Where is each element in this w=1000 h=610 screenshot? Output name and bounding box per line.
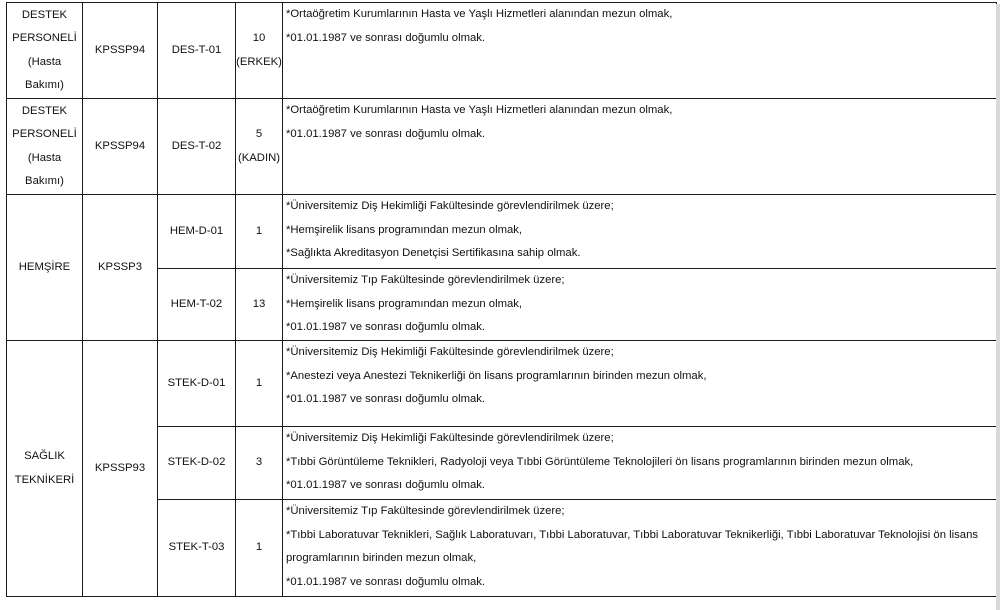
position-code-cell: STEK-D-01 xyxy=(158,341,236,427)
position-count-line: 1 xyxy=(255,224,263,237)
position-count-cell xyxy=(236,195,283,269)
requirement-line: *01.01.1987 ve sonrası doğumlu olmak. xyxy=(286,393,486,405)
requirement-line: *Hemşirelik lisans programından mezun olmak, xyxy=(286,223,523,236)
position-count-line: 13 xyxy=(252,297,266,310)
requirements-cell xyxy=(283,269,997,341)
requirements-cell xyxy=(283,3,997,99)
position-code-cell: STEK-D-02 xyxy=(158,427,236,500)
position-title-line: SAĞLIK xyxy=(24,450,65,462)
kpss-score-type-cell: KPSSP94 xyxy=(83,3,158,99)
requirement-line: *01.01.1987 ve sonrası doğumlu olmak. xyxy=(286,575,486,588)
position-count-cell xyxy=(236,3,283,99)
position-title-line: Bakımı) xyxy=(25,79,64,91)
table-row xyxy=(7,3,997,99)
requirement-line: *Üniversitemiz Diş Hekimliği Fakültesinde görevlendirilmek üzere; xyxy=(286,346,614,358)
requirement-line: *01.01.1987 ve sonrası doğumlu olmak. xyxy=(286,479,486,491)
requirements-cell xyxy=(283,427,997,500)
requirement-line: *Üniversitemiz Tıp Fakültesinde görevlendirilmek üzere; xyxy=(286,505,565,517)
position-count-cell xyxy=(236,269,283,341)
requirements-cell xyxy=(283,99,997,195)
position-code-cell: HEM-D-01 xyxy=(158,195,236,269)
position-title-cell xyxy=(7,99,83,195)
position-count-line: 5 xyxy=(255,128,263,140)
position-count-line: 3 xyxy=(255,456,263,469)
position-title-line: DESTEK xyxy=(21,104,68,117)
position-code-cell: STEK-T-03 xyxy=(158,500,236,597)
position-title-line: DESTEK xyxy=(21,8,68,21)
position-count-line: 1 xyxy=(255,541,263,554)
position-code-cell: HEM-T-02 xyxy=(158,269,236,341)
requirement-line: *01.01.1987 ve sonrası doğumlu olmak. xyxy=(286,321,486,333)
requirement-line: *Üniversitemiz Diş Hekimliği Fakültesinde görevlendirilmek üzere; xyxy=(286,200,614,212)
position-code-cell: DES-T-02 xyxy=(158,99,236,195)
requirements-cell xyxy=(283,500,997,597)
position-count-cell xyxy=(236,500,283,597)
kpss-score-type-cell: KPSSP93 xyxy=(83,341,158,597)
positions-table xyxy=(6,2,997,597)
position-title-line: (Hasta xyxy=(27,151,62,164)
position-title-line: HEMŞİRE xyxy=(18,260,71,273)
position-title-line: Bakımı) xyxy=(25,175,64,187)
positions-table-body xyxy=(7,3,997,597)
table-row xyxy=(7,195,997,269)
requirements-cell xyxy=(283,195,997,269)
position-count-cell xyxy=(236,341,283,427)
position-title-line: TEKNİKERİ xyxy=(14,473,75,486)
position-count-cell xyxy=(236,427,283,500)
position-title-cell xyxy=(7,195,83,341)
page-shadow xyxy=(996,4,1000,610)
requirement-line: *Üniversitemiz Tıp Fakültesinde görevlendirilmek üzere; xyxy=(286,274,565,286)
position-title-line: PERSONELİ xyxy=(12,128,77,140)
position-count-line: (ERKEK) xyxy=(236,55,282,68)
requirements-cell xyxy=(283,341,997,427)
requirement-line: *01.01.1987 ve sonrası doğumlu olmak. xyxy=(286,127,486,140)
requirement-line: *Hemşirelik lisans programından mezun olmak, xyxy=(286,297,523,310)
requirement-line: *01.01.1987 ve sonrası doğumlu olmak. xyxy=(286,31,486,44)
requirement-line: *Tıbbi Görüntüleme Teknikleri, Radyoloji veya Tıbbi Görüntüleme Teknolojileri ön lisans programlarının birinden mezun olmak, xyxy=(286,455,914,468)
table-row xyxy=(7,99,997,195)
position-count-cell xyxy=(236,99,283,195)
position-code-cell: DES-T-01 xyxy=(158,3,236,99)
position-count-line: 1 xyxy=(255,376,263,389)
kpss-score-type-cell: KPSSP94 xyxy=(83,99,158,195)
requirement-line: *Üniversitemiz Diş Hekimliği Fakültesinde görevlendirilmek üzere; xyxy=(286,432,614,444)
requirement-line: *Tıbbi Laboratuvar Teknikleri, Sağlık Laboratuvarı, Tıbbi Laboratuvar, Tıbbi Laboratuvar Teknikerliği, Tıbbi Laboratuvar Teknolojisi ön lisans programlarının birinden mezun olmak, xyxy=(286,528,979,564)
position-title-cell xyxy=(7,341,83,597)
position-title-cell xyxy=(7,3,83,99)
position-count-line: (KADIN) xyxy=(237,151,281,164)
kpss-score-type-cell: KPSSP3 xyxy=(83,195,158,341)
position-title-line: PERSONELİ xyxy=(12,32,77,44)
requirement-line: *Sağlıkta Akreditasyon Denetçisi Sertifikasına sahip olmak. xyxy=(286,247,581,259)
requirement-line: *Anestezi veya Anestezi Teknikerliği ön lisans programlarının birinden mezun olmak, xyxy=(286,369,707,382)
requirement-line: *Ortaöğretim Kurumlarının Hasta ve Yaşlı Hizmetleri alanından mezun olmak, xyxy=(286,104,673,116)
position-title-line: (Hasta xyxy=(27,55,62,68)
table-row xyxy=(7,341,997,427)
position-count-line: 10 xyxy=(252,32,266,44)
requirement-line: *Ortaöğretim Kurumlarının Hasta ve Yaşlı Hizmetleri alanından mezun olmak, xyxy=(286,8,673,20)
